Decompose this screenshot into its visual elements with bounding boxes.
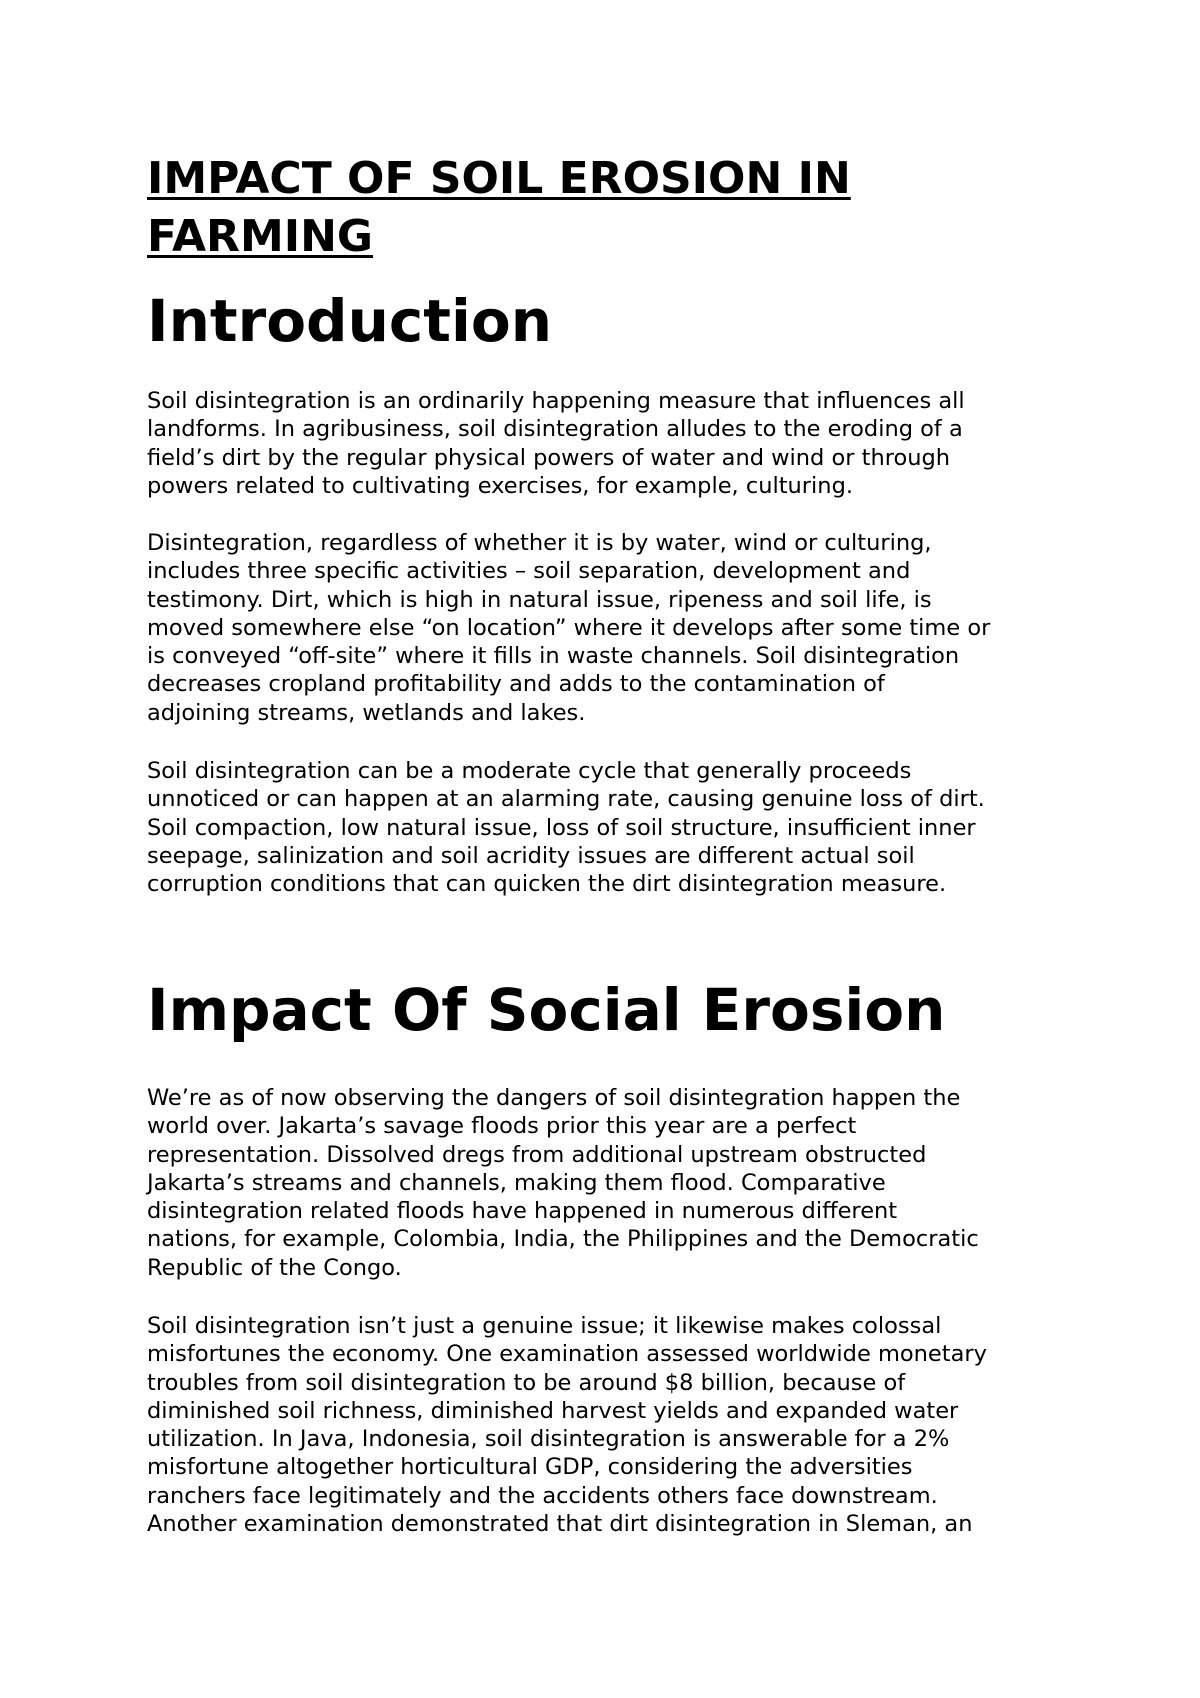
- section-heading-introduction: Introduction: [147, 287, 552, 355]
- document-page: [147, 0, 1087, 1698]
- paragraph: We’re as of now observing the dangers of soil disintegration happen the world over. Jakarta’s savage floods prior this year are a perfect representation. Dissolved dregs from additional upstream obstructed Jakarta’s streams and channels, making them flood. Comparative disintegration related floods have happened in numerous different nations, for example, Colombia, India, the Philippines and the Democratic Republic of the Congo.: [147, 1085, 979, 1281]
- paragraph: Soil disintegration can be a moderate cycle that generally proceeds unnoticed or can happen at an alarming rate, causing genuine loss of dirt. Soil compaction, low natural issue, loss of soil structure, insufficient inner seepage, salinization and soil acridity issues are different actual soil corruption conditions that can quicken the dirt disintegration measure.: [147, 758, 985, 898]
- section-heading-impact: Impact Of Social Erosion: [147, 976, 946, 1044]
- paragraph: Soil disintegration is an ordinarily happening measure that influences all landforms. In agribusiness, soil disintegration alludes to the eroding of a field’s dirt by the regular physical powers of water and wind or through powers related to cultivating exercises, for example, culturing.: [147, 388, 965, 499]
- document-title: IMPACT OF SOIL EROSION IN FARMING: [147, 153, 851, 262]
- paragraph: Soil disintegration isn’t just a genuine issue; it likewise makes colossal misfortunes the economy. One examination assessed worldwide monetary troubles from soil disintegration to be around $8 billion, because of diminished soil richness, diminished harvest yields and expanded water utilization. In Java, Indonesia, soil disintegration is answerable for a 2% misfortune altogether horticultural GDP, considering the adversities ranchers face legitimately and the accidents others face downstream. Another examination demonstrated that dirt disintegration in Sleman, an: [147, 1313, 987, 1538]
- paragraph: Disintegration, regardless of whether it is by water, wind or culturing, includes three specific activities – soil separation, development and testimony. Dirt, which is high in natural issue, ripeness and soil life, is moved somewhere else “on location” where it develops after some time or is conveyed “off-site” where it fills in waste channels. Soil disintegration decreases cropland profitability and adds to the contamination of adjoining streams, wetlands and lakes.: [147, 530, 991, 726]
